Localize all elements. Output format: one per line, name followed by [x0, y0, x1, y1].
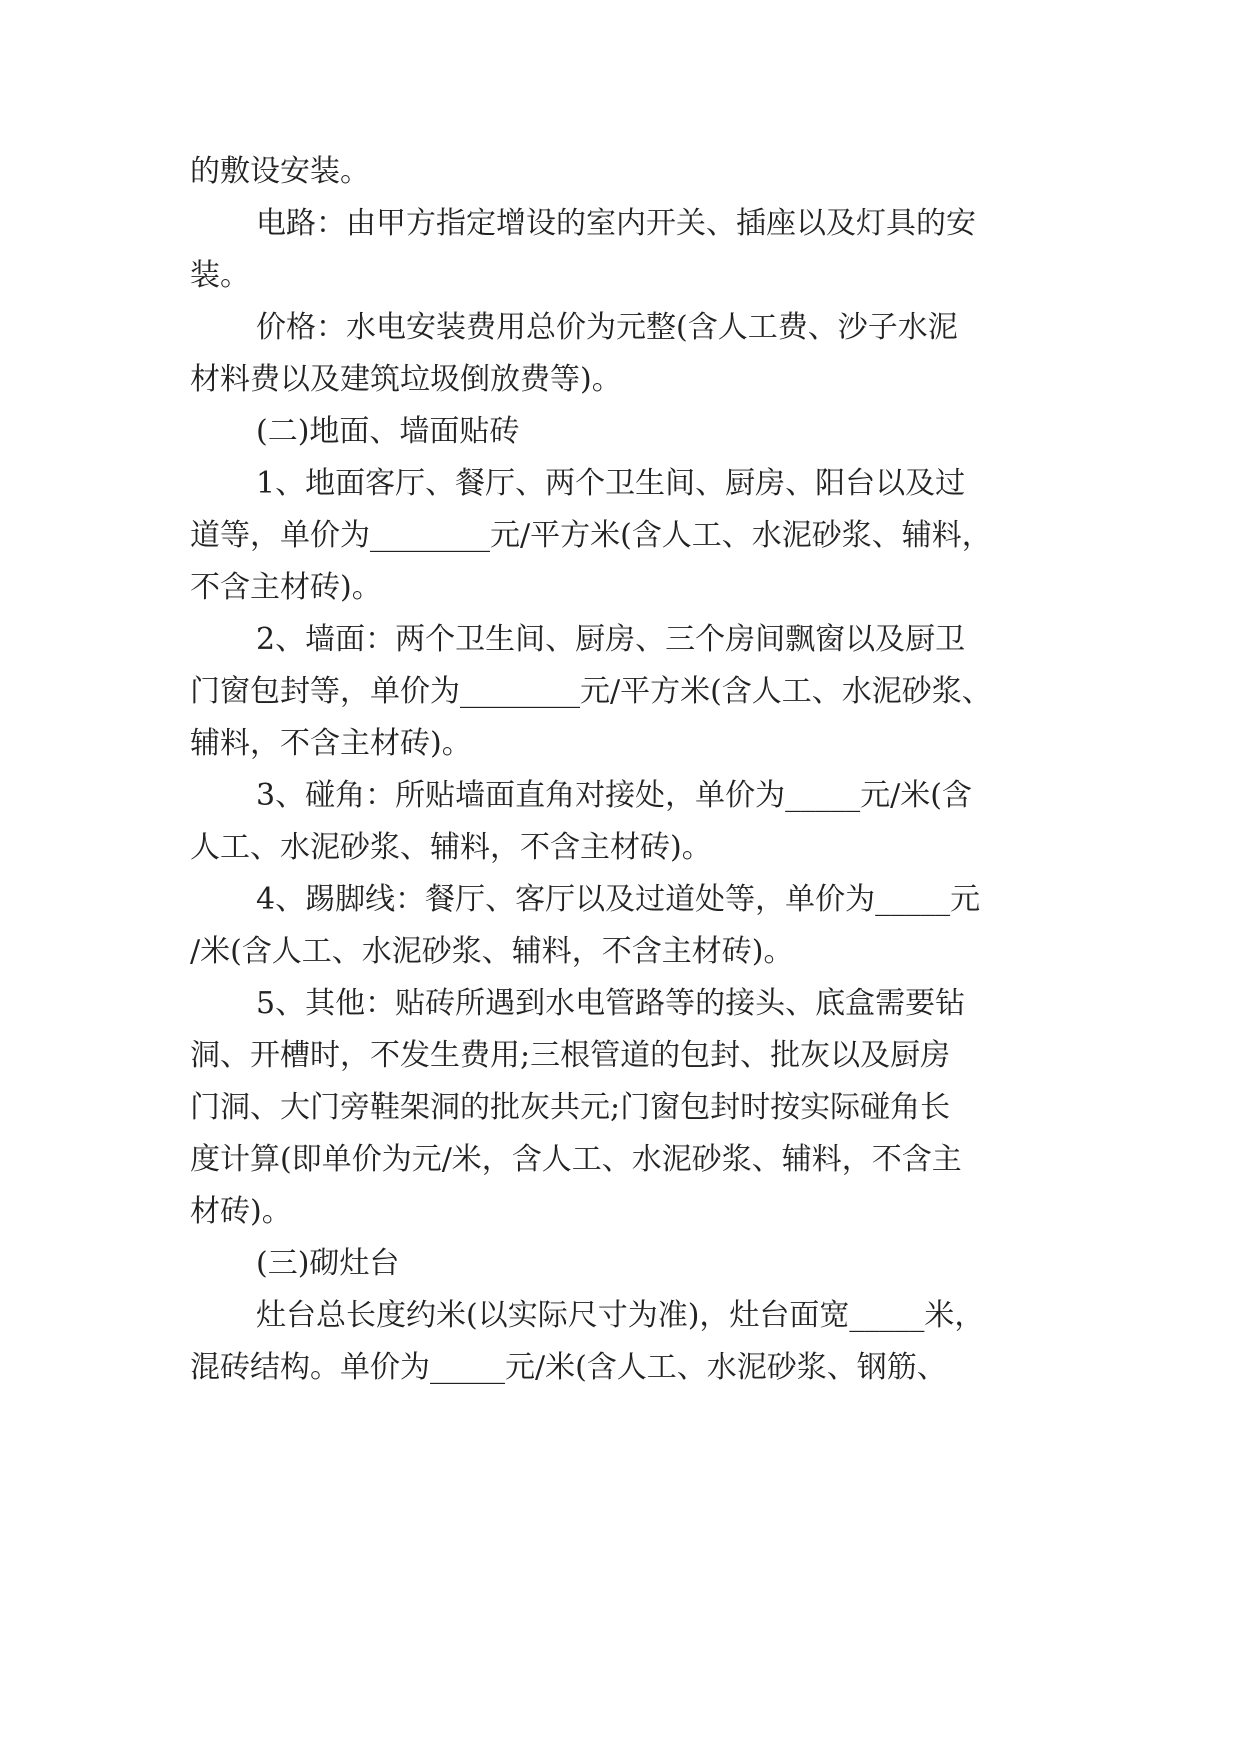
text-line: 门窗包封等，单价为________元/平方米(含人工、水泥砂浆、	[190, 674, 992, 709]
text-line: 不含主材砖)。	[190, 570, 382, 605]
text-line: 道等，单价为________元/平方米(含人工、水泥砂浆、辅料，	[190, 518, 992, 553]
paragraph-price-start: 价格：水电安装费用总价为元整(含人工费、沙子水泥	[256, 310, 958, 345]
section-heading-stove: (三)砌灶台	[256, 1246, 400, 1281]
text-line: 门洞、大门旁鞋架洞的批灰共元;门窗包封时按实际碰角长	[190, 1090, 951, 1125]
text-line: 人工、水泥砂浆、辅料，不含主材砖)。	[190, 830, 712, 865]
text-line: /米(含人工、水泥砂浆、辅料，不含主材砖)。	[190, 934, 794, 969]
text-line: 材砖)。	[190, 1194, 292, 1229]
text-line: 洞、开槽时，不发生费用;三根管道的包封、批灰以及厨房	[190, 1038, 951, 1073]
item-1-start: 1、地面客厅、餐厅、两个卫生间、厨房、阳台以及过	[256, 466, 966, 501]
text-line: 装。	[190, 258, 250, 293]
item-2-start: 2、墙面：两个卫生间、厨房、三个房间飘窗以及厨卫	[256, 622, 966, 657]
paragraph-stove-start: 灶台总长度约米(以实际尺寸为准)，灶台面宽_____米，	[256, 1298, 985, 1333]
text-line: 辅料，不含主材砖)。	[190, 726, 472, 761]
item-3-start: 3、碰角：所贴墙面直角对接处，单价为_____元/米(含	[256, 778, 972, 813]
paragraph-circuit-start: 电路：由甲方指定增设的室内开关、插座以及灯具的安	[256, 206, 976, 241]
text-line: 混砖结构。单价为_____元/米(含人工、水泥砂浆、钢筋、	[190, 1350, 947, 1385]
item-4-start: 4、踢脚线：餐厅、客厅以及过道处等，单价为_____元	[256, 882, 981, 917]
item-5-start: 5、其他：贴砖所遇到水电管路等的接头、底盒需要钻	[256, 986, 966, 1021]
section-heading-tiling: (二)地面、墙面贴砖	[256, 414, 520, 449]
text-line: 的敷设安装。	[190, 154, 370, 189]
text-line: 度计算(即单价为元/米，含人工、水泥砂浆、辅料，不含主	[190, 1142, 962, 1177]
text-line: 材料费以及建筑垃圾倒放费等)。	[190, 362, 622, 397]
